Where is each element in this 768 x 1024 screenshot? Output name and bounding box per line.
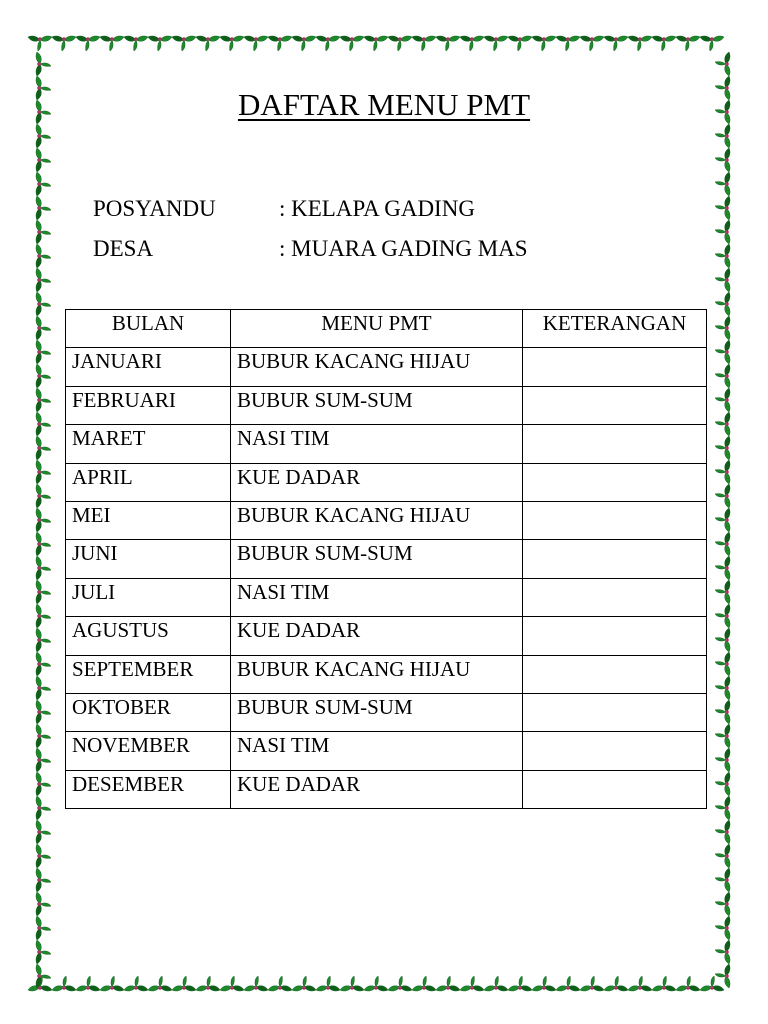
header-bulan: BULAN: [66, 310, 231, 348]
cell-bulan: JUNI: [66, 540, 231, 578]
holly-leaf-icon: [36, 292, 51, 316]
holly-leaf-icon: [36, 508, 51, 532]
cell-keterangan: [523, 770, 707, 808]
holly-leaf-icon: [36, 148, 51, 172]
cell-bulan: FEBRUARI: [66, 386, 231, 424]
holly-leaf-icon: [604, 36, 628, 51]
holly-leaf-icon: [676, 36, 700, 51]
table-row: [66, 386, 707, 424]
holly-leaf-icon: [36, 700, 51, 724]
holly-leaf-icon: [715, 964, 730, 988]
holly-leaf-icon: [220, 976, 244, 991]
holly-leaf-icon: [220, 36, 244, 51]
holly-leaf-icon: [36, 52, 51, 76]
holly-leaf-icon: [28, 36, 52, 51]
holly-leaf-icon: [124, 36, 148, 51]
holly-leaf-icon: [172, 36, 196, 51]
table-row: [66, 578, 707, 616]
holly-leaf-icon: [715, 796, 730, 820]
holly-leaf-icon: [715, 604, 730, 628]
holly-leaf-icon: [196, 976, 220, 991]
holly-leaf-icon: [715, 52, 730, 76]
cell-menu: NASI TIM: [231, 578, 523, 616]
holly-leaf-icon: [36, 844, 51, 868]
holly-leaf-icon: [172, 976, 196, 991]
holly-leaf-icon: [268, 976, 292, 991]
holly-leaf-icon: [364, 36, 388, 51]
posyandu-label: POSYANDU: [93, 196, 216, 221]
holly-leaf-icon: [100, 976, 124, 991]
holly-leaf-icon: [36, 364, 51, 388]
holly-leaf-icon: [715, 532, 730, 556]
holly-leaf-icon: [36, 748, 51, 772]
page-title: [0, 86, 768, 124]
cell-keterangan: [523, 501, 707, 539]
holly-leaf-icon: [36, 412, 51, 436]
cell-keterangan: [523, 425, 707, 463]
cell-bulan: MARET: [66, 425, 231, 463]
cell-bulan: JULI: [66, 578, 231, 616]
holly-leaf-icon: [715, 556, 730, 580]
holly-leaf-icon: [36, 484, 51, 508]
holly-leaf-icon: [715, 580, 730, 604]
cell-keterangan: [523, 578, 707, 616]
holly-leaf-icon: [36, 124, 51, 148]
holly-leaf-icon: [36, 532, 51, 556]
holly-leaf-icon: [36, 772, 51, 796]
cell-bulan: SEPTEMBER: [66, 655, 231, 693]
holly-leaf-icon: [652, 36, 676, 51]
holly-leaf-icon: [36, 964, 51, 988]
holly-leaf-icon: [715, 652, 730, 676]
holly-leaf-icon: [508, 36, 532, 51]
holly-leaf-icon: [100, 36, 124, 51]
holly-leaf-icon: [715, 460, 730, 484]
cell-menu: KUE DADAR: [231, 463, 523, 501]
holly-leaf-icon: [580, 36, 604, 51]
holly-leaf-icon: [715, 868, 730, 892]
holly-leaf-icon: [148, 36, 172, 51]
holly-leaf-icon: [508, 976, 532, 991]
holly-leaf-icon: [715, 916, 730, 940]
holly-leaf-icon: [36, 460, 51, 484]
cell-bulan: OKTOBER: [66, 693, 231, 731]
holly-leaf-icon: [715, 484, 730, 508]
holly-leaf-icon: [36, 268, 51, 292]
holly-leaf-icon: [36, 220, 51, 244]
holly-leaf-icon: [715, 220, 730, 244]
cell-menu: NASI TIM: [231, 732, 523, 770]
holly-leaf-icon: [36, 940, 51, 964]
holly-leaf-icon: [196, 36, 220, 51]
holly-leaf-icon: [715, 172, 730, 196]
holly-leaf-icon: [52, 36, 76, 51]
holly-leaf-icon: [388, 976, 412, 991]
cell-keterangan: [523, 617, 707, 655]
holly-leaf-icon: [148, 976, 172, 991]
desa-label: DESA: [93, 236, 154, 261]
cell-keterangan: [523, 655, 707, 693]
holly-leaf-icon: [36, 244, 51, 268]
cell-keterangan: [523, 540, 707, 578]
holly-leaf-icon: [36, 796, 51, 820]
holly-leaf-icon: [36, 580, 51, 604]
holly-leaf-icon: [715, 748, 730, 772]
header-menu-pmt: MENU PMT: [231, 310, 523, 348]
cell-bulan: DESEMBER: [66, 770, 231, 808]
holly-leaf-icon: [628, 36, 652, 51]
holly-leaf-icon: [36, 172, 51, 196]
holly-leaf-icon: [412, 36, 436, 51]
holly-leaf-icon: [715, 364, 730, 388]
desa-value: : MUARA GADING MAS: [279, 236, 528, 261]
holly-leaf-icon: [715, 724, 730, 748]
holly-leaf-icon: [340, 36, 364, 51]
holly-leaf-icon: [460, 976, 484, 991]
page-title-text: DAFTAR MENU PMT: [237, 87, 531, 122]
holly-leaf-icon: [556, 36, 580, 51]
table-row: [66, 617, 707, 655]
holly-leaf-icon: [715, 340, 730, 364]
holly-leaf-icon: [412, 976, 436, 991]
holly-leaf-icon: [484, 36, 508, 51]
holly-leaf-icon: [715, 676, 730, 700]
cell-menu: BUBUR SUM-SUM: [231, 540, 523, 578]
holly-leaf-icon: [364, 976, 388, 991]
holly-leaf-icon: [715, 268, 730, 292]
menu-table: [65, 309, 707, 809]
holly-leaf-icon: [715, 292, 730, 316]
table-header-row: [66, 310, 707, 348]
cell-bulan: JANUARI: [66, 348, 231, 386]
holly-leaf-icon: [715, 700, 730, 724]
cell-menu: NASI TIM: [231, 425, 523, 463]
holly-leaf-icon: [52, 976, 76, 991]
holly-leaf-icon: [292, 976, 316, 991]
holly-leaf-icon: [460, 36, 484, 51]
holly-leaf-icon: [244, 36, 268, 51]
holly-leaf-icon: [436, 976, 460, 991]
holly-leaf-icon: [36, 388, 51, 412]
holly-leaf-icon: [652, 976, 676, 991]
holly-leaf-icon: [36, 892, 51, 916]
holly-leaf-icon: [628, 976, 652, 991]
cell-keterangan: [523, 348, 707, 386]
holly-leaf-icon: [715, 820, 730, 844]
cell-bulan: AGUSTUS: [66, 617, 231, 655]
holly-leaf-icon: [532, 36, 556, 51]
table-row: [66, 348, 707, 386]
cell-keterangan: [523, 386, 707, 424]
table-row: [66, 501, 707, 539]
cell-keterangan: [523, 693, 707, 731]
holly-leaf-icon: [36, 604, 51, 628]
holly-leaf-icon: [715, 412, 730, 436]
holly-leaf-icon: [340, 976, 364, 991]
cell-bulan: APRIL: [66, 463, 231, 501]
holly-leaf-icon: [715, 508, 730, 532]
holly-leaf-icon: [715, 628, 730, 652]
holly-leaf-icon: [532, 976, 556, 991]
holly-leaf-icon: [676, 976, 700, 991]
cell-menu: KUE DADAR: [231, 617, 523, 655]
holly-leaf-icon: [124, 976, 148, 991]
holly-leaf-icon: [715, 772, 730, 796]
holly-leaf-icon: [715, 148, 730, 172]
cell-menu: BUBUR KACANG HIJAU: [231, 655, 523, 693]
holly-leaf-icon: [268, 36, 292, 51]
holly-leaf-icon: [700, 976, 724, 991]
holly-leaf-icon: [36, 820, 51, 844]
holly-leaf-icon: [715, 196, 730, 220]
cell-menu: BUBUR KACANG HIJAU: [231, 501, 523, 539]
holly-leaf-icon: [715, 844, 730, 868]
holly-leaf-icon: [76, 976, 100, 991]
holly-leaf-icon: [715, 388, 730, 412]
cell-menu: BUBUR SUM-SUM: [231, 693, 523, 731]
holly-leaf-icon: [715, 436, 730, 460]
holly-leaf-icon: [604, 976, 628, 991]
holly-leaf-icon: [316, 976, 340, 991]
holly-leaf-icon: [556, 976, 580, 991]
holly-leaf-icon: [36, 340, 51, 364]
holly-leaf-icon: [244, 976, 268, 991]
holly-leaf-icon: [292, 36, 316, 51]
table-row: [66, 425, 707, 463]
table-row: [66, 463, 707, 501]
holly-leaf-icon: [715, 316, 730, 340]
holly-leaf-icon: [36, 676, 51, 700]
holly-leaf-icon: [36, 652, 51, 676]
header-keterangan: KETERANGAN: [523, 310, 707, 348]
holly-leaf-icon: [484, 976, 508, 991]
holly-leaf-icon: [36, 868, 51, 892]
holly-leaf-icon: [580, 976, 604, 991]
holly-leaf-icon: [36, 436, 51, 460]
holly-leaf-icon: [715, 892, 730, 916]
cell-bulan: NOVEMBER: [66, 732, 231, 770]
table-row: [66, 770, 707, 808]
cell-menu: BUBUR SUM-SUM: [231, 386, 523, 424]
holly-leaf-icon: [715, 124, 730, 148]
cell-menu: BUBUR KACANG HIJAU: [231, 348, 523, 386]
holly-leaf-icon: [36, 916, 51, 940]
table-row: [66, 655, 707, 693]
holly-leaf-icon: [715, 940, 730, 964]
cell-bulan: MEI: [66, 501, 231, 539]
holly-leaf-icon: [388, 36, 412, 51]
holly-leaf-icon: [76, 36, 100, 51]
cell-keterangan: [523, 732, 707, 770]
holly-leaf-icon: [36, 556, 51, 580]
holly-leaf-icon: [36, 628, 51, 652]
holly-leaf-icon: [36, 196, 51, 220]
holly-leaf-icon: [700, 36, 724, 51]
cell-keterangan: [523, 463, 707, 501]
holly-leaf-icon: [715, 244, 730, 268]
holly-leaf-icon: [36, 316, 51, 340]
holly-leaf-icon: [36, 724, 51, 748]
table-row: [66, 540, 707, 578]
table-row: [66, 693, 707, 731]
table-row: [66, 732, 707, 770]
cell-menu: KUE DADAR: [231, 770, 523, 808]
holly-leaf-icon: [316, 36, 340, 51]
posyandu-value: : KELAPA GADING: [279, 196, 475, 221]
holly-leaf-icon: [436, 36, 460, 51]
